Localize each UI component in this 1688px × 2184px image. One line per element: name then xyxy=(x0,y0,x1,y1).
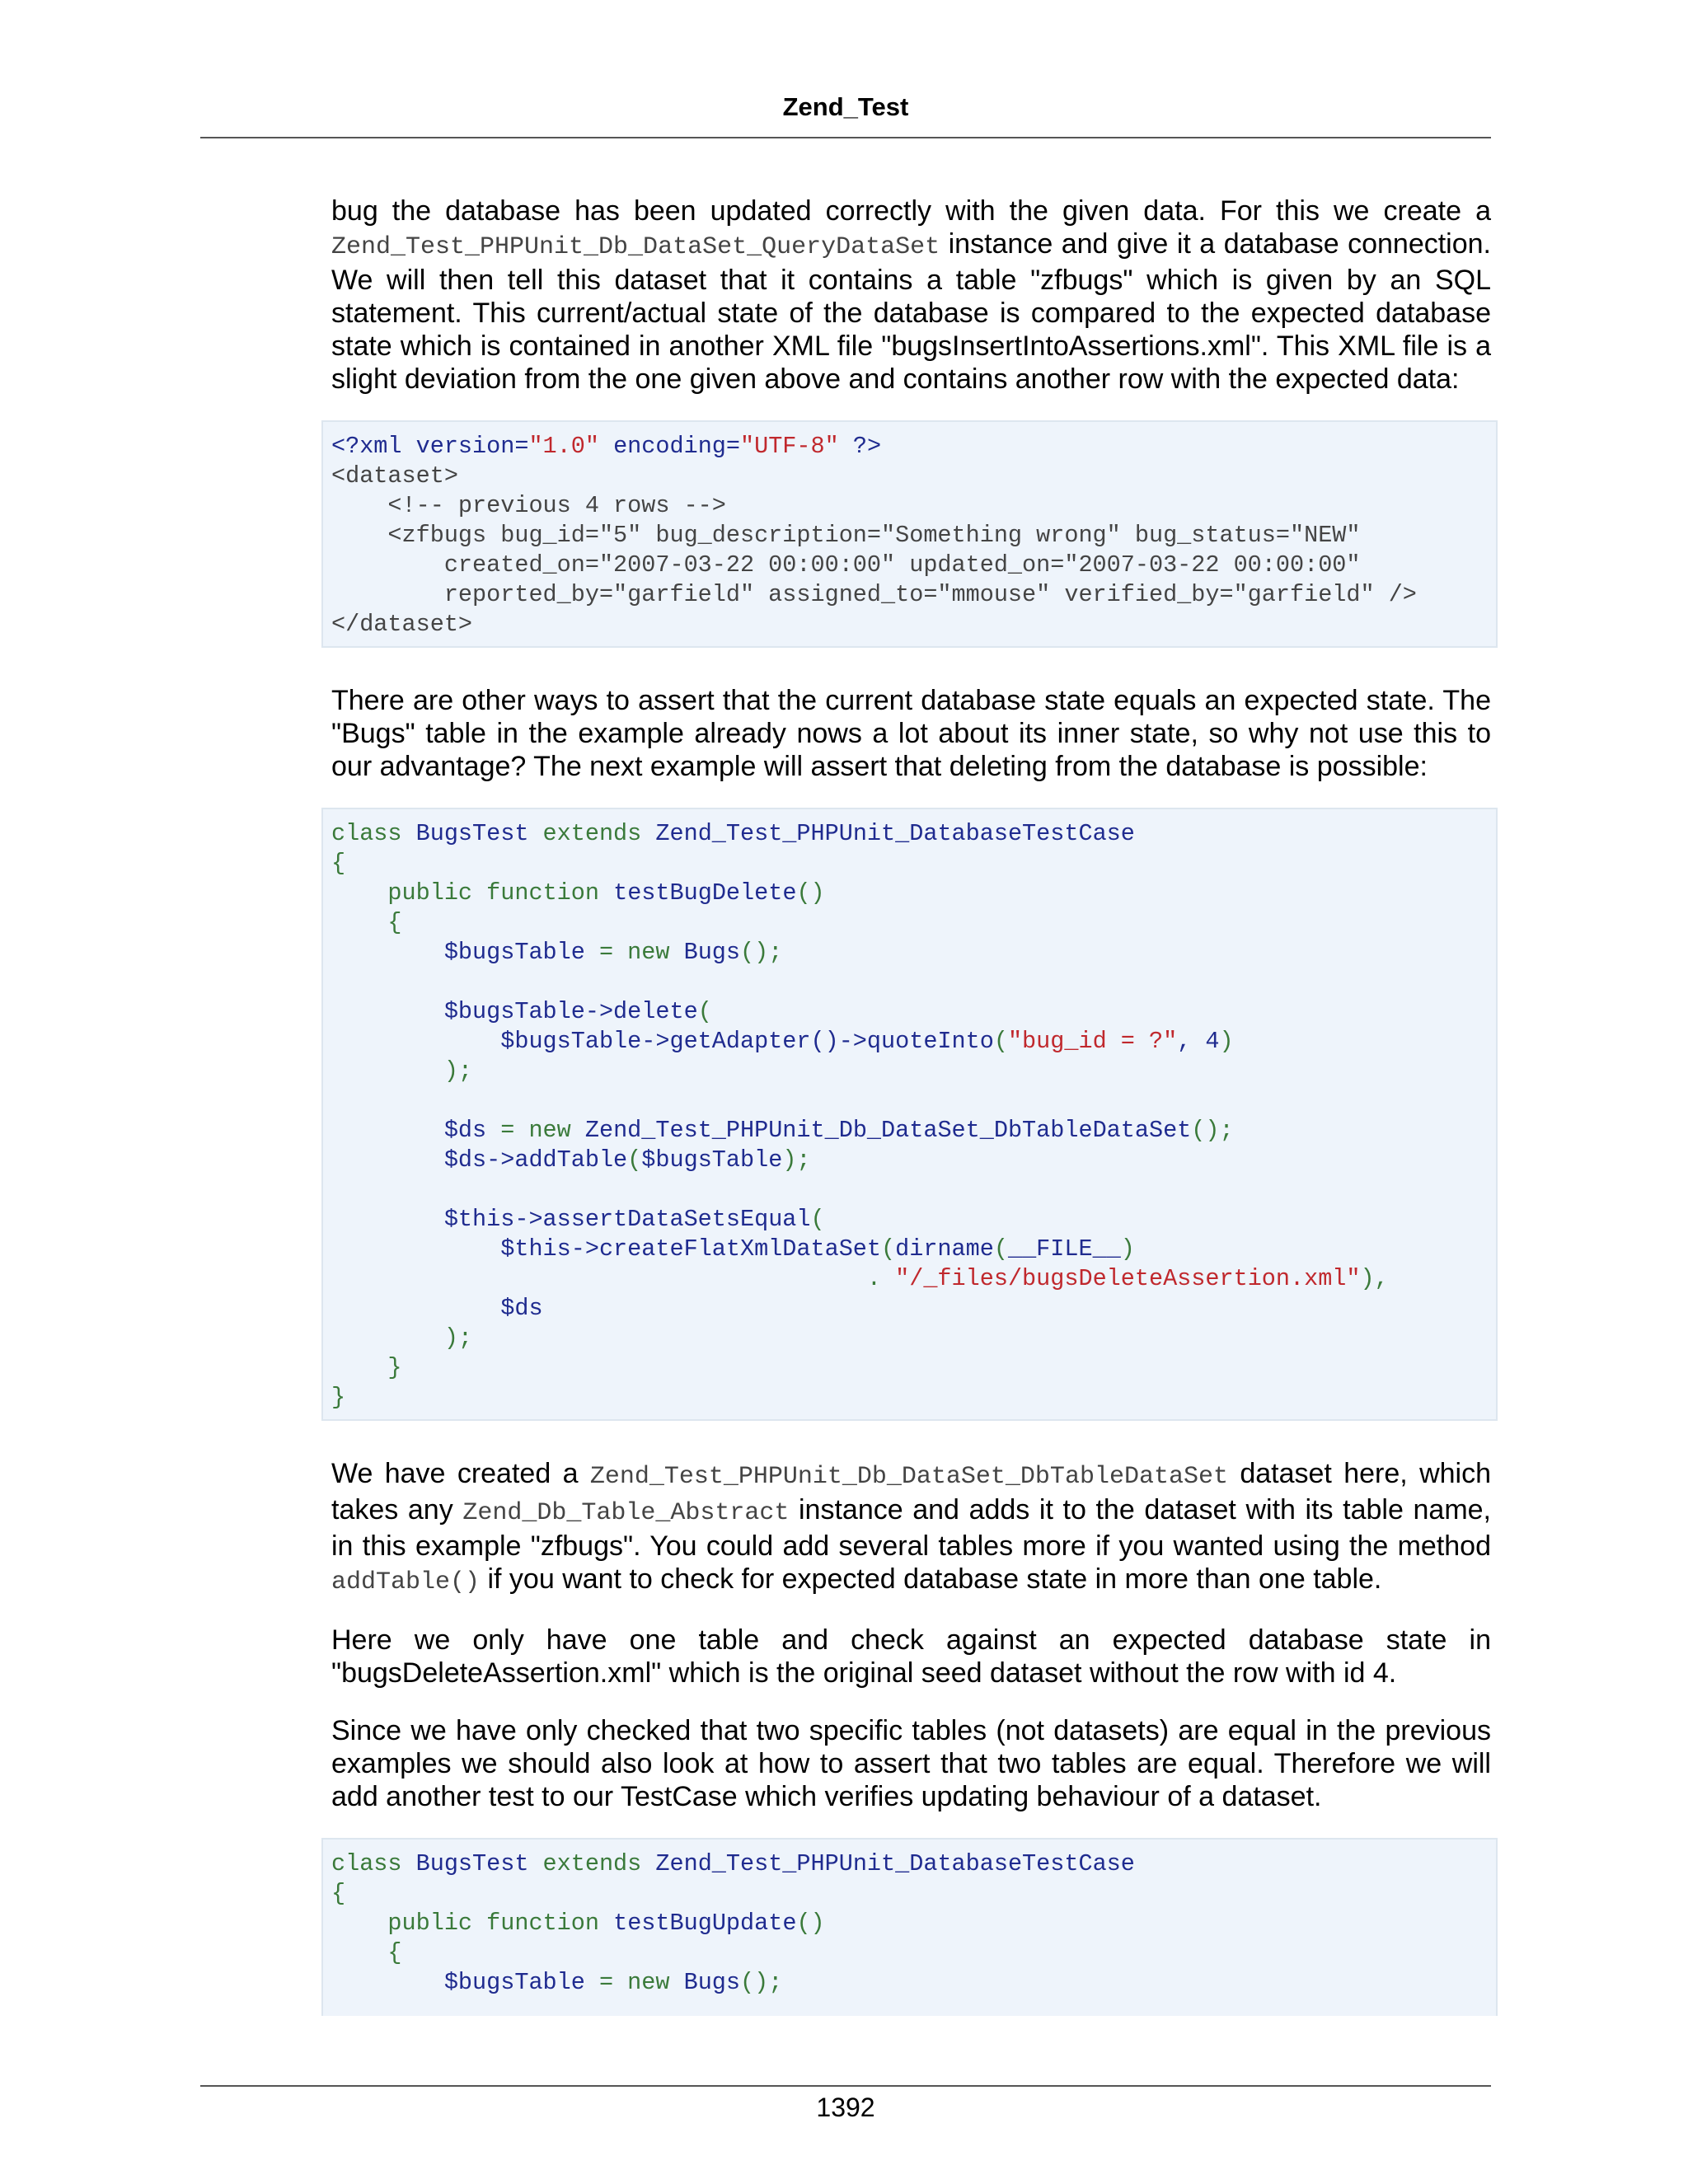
punct: () xyxy=(796,1910,825,1937)
method-call: $this->assertDataSetsEqual xyxy=(443,1206,811,1233)
keyword: public xyxy=(387,879,473,907)
punct: () xyxy=(796,879,825,907)
punct: ); xyxy=(443,1057,473,1085)
class-name: Zend_Test_PHPUnit_DatabaseTestCase xyxy=(641,1850,1135,1877)
method-call: $this->createFlatXmlDataSet xyxy=(500,1235,882,1263)
code-line: <zfbugs bug_id="5" bug_description="Something wrong" bug_status="NEW" xyxy=(331,522,1361,549)
inline-code: Zend_Test_PHPUnit_Db_DataSet_QueryDataSet xyxy=(331,233,940,261)
code-line: </dataset> xyxy=(331,611,473,638)
keyword: new xyxy=(528,1117,571,1144)
xml-value: "1.0" xyxy=(528,433,599,460)
operator: . xyxy=(866,1265,896,1292)
keyword: class xyxy=(331,820,402,847)
keyword: function xyxy=(486,879,599,907)
code-block-bug-update xyxy=(321,1838,1498,2016)
footer-rule xyxy=(200,2085,1491,2087)
paragraph-other-ways: There are other ways to assert that the current database state equals an expected state. The "Bugs" table in the example already nows a lot about its inner state, so why not use this to our advantage? The next example will assert that deleting from the database is possible: xyxy=(331,685,1491,782)
punct: ( xyxy=(881,1235,896,1263)
punct: ( xyxy=(993,1235,1008,1263)
code-line: <dataset> xyxy=(331,462,458,490)
code-block-bug-delete xyxy=(321,808,1498,1421)
brace: } xyxy=(331,1384,346,1411)
keyword: public xyxy=(387,1910,473,1937)
variable: $bugsTable xyxy=(641,1146,783,1174)
punct: (); xyxy=(740,1969,783,1996)
punct: ( xyxy=(697,998,712,1025)
brace: { xyxy=(387,909,402,936)
brace: { xyxy=(331,1880,346,1907)
variable: $bugsTable xyxy=(443,1969,585,1996)
punct: (); xyxy=(1191,1117,1234,1144)
page-header-title: Zend_Test xyxy=(782,92,909,121)
xml-decl-close: ?> xyxy=(838,433,882,460)
code-line: reported_by="garfield" assigned_to="mmouse" verified_by="garfield" /> xyxy=(331,581,1417,608)
paragraph-text: if you want to check for expected database state in more than one table. xyxy=(480,1563,1382,1595)
punct: ), xyxy=(1360,1265,1389,1292)
brace: { xyxy=(331,850,346,877)
code-line: created_on="2007-03-22 00:00:00" updated_on="2007-03-22 00:00:00" xyxy=(331,551,1361,579)
punct: ( xyxy=(993,1028,1008,1055)
variable: $ds xyxy=(443,1117,487,1144)
method-name: testBugUpdate xyxy=(613,1910,797,1937)
constant: __FILE__ xyxy=(1007,1235,1121,1263)
keyword: class xyxy=(331,1850,402,1877)
xml-value: "UTF-8" xyxy=(740,433,839,460)
class-name: Bugs xyxy=(669,939,740,966)
keyword: extends xyxy=(542,820,642,847)
punct: ); xyxy=(782,1146,811,1174)
inline-code: Zend_Test_PHPUnit_Db_DataSet_DbTableDataSet xyxy=(589,1463,1228,1491)
keyword: extends xyxy=(542,1850,642,1877)
keyword: new xyxy=(627,939,670,966)
operator: = xyxy=(486,1117,529,1144)
method-call: $bugsTable->delete xyxy=(443,998,698,1025)
class-name: Bugs xyxy=(669,1969,740,1996)
operator: = xyxy=(584,1969,628,1996)
paragraph-query-dataset xyxy=(331,194,1491,396)
xml-decl-open: <?xml xyxy=(331,433,402,460)
keyword: function xyxy=(486,1910,599,1937)
xml-attr: encoding= xyxy=(598,433,740,460)
class-name: BugsTest xyxy=(401,1850,543,1877)
paragraph-text: instance and give it a database connection. We will then tell this dataset that it contains a table "zfbugs" which is given by an SQL statement. This current/actual state of the database is compared to the expected database state which is contained in another XML file "bugsInsertIntoAssertions.xml". This XML file is a slight deviation from the one given above and contains another row with the expected data: xyxy=(331,228,1491,395)
method-call: $bugsTable->getAdapter xyxy=(500,1028,811,1055)
paragraph-text: instance and adds it to the dataset with its table name, in this example "zfbugs". You could add several tables more if you wanted using the method xyxy=(331,1494,1491,1562)
class-name: Zend_Test_PHPUnit_DatabaseTestCase xyxy=(641,820,1135,847)
punct: (); xyxy=(740,939,783,966)
operator: = xyxy=(584,939,628,966)
punct: ) xyxy=(1120,1235,1135,1263)
punct: ) xyxy=(1219,1028,1234,1055)
page-content xyxy=(331,194,1491,2016)
method-call: $ds->addTable xyxy=(443,1146,628,1174)
code-block-xml xyxy=(321,420,1498,648)
variable: $bugsTable xyxy=(443,939,585,966)
xml-attr: version= xyxy=(401,433,529,460)
class-name: Zend_Test_PHPUnit_Db_DataSet_DbTableDataSet xyxy=(570,1117,1192,1144)
paragraph-text: We have created a xyxy=(331,1458,590,1489)
brace: } xyxy=(387,1354,402,1381)
function-name: dirname xyxy=(895,1235,994,1263)
string: "/_files/bugsDeleteAssertion.xml" xyxy=(895,1265,1361,1292)
header-rule xyxy=(200,137,1491,138)
brace: { xyxy=(387,1939,402,1966)
argument: , 4 xyxy=(1177,1028,1220,1055)
punct: ( xyxy=(810,1206,825,1233)
code-line: <!-- previous 4 rows --> xyxy=(331,492,726,519)
paragraph-dbtable-dataset xyxy=(331,1457,1491,1599)
string: "bug_id = ?" xyxy=(1007,1028,1178,1055)
inline-code: addTable() xyxy=(331,1568,481,1596)
paragraph-tables-equal: Since we have only checked that two specific tables (not datasets) are equal in the previous examples we should also look at how to assert that two tables are equal. Therefore we will add another test to our TestCase which verifies updating behaviour of a dataset. xyxy=(331,1715,1491,1812)
keyword: new xyxy=(627,1969,670,1996)
method-name: testBugDelete xyxy=(613,879,797,907)
punct: ( xyxy=(627,1146,642,1174)
paragraph-text: bug the database has been updated correctly with the given data. For this we create a xyxy=(331,195,1491,227)
variable: $ds xyxy=(500,1295,543,1322)
method-call: ()->quoteInto xyxy=(810,1028,994,1055)
page-number: 1392 xyxy=(816,2093,875,2122)
class-name: BugsTest xyxy=(401,820,543,847)
paragraph-one-table: Here we only have one table and check against an expected database state in "bugsDeleteAssertion.xml" which is the original seed dataset without the row with id 4. xyxy=(331,1624,1491,1689)
inline-code: Zend_Db_Table_Abstract xyxy=(462,1499,790,1527)
punct: ); xyxy=(443,1324,473,1352)
paragraph-text: dataset here, which takes any xyxy=(331,1458,1491,1526)
